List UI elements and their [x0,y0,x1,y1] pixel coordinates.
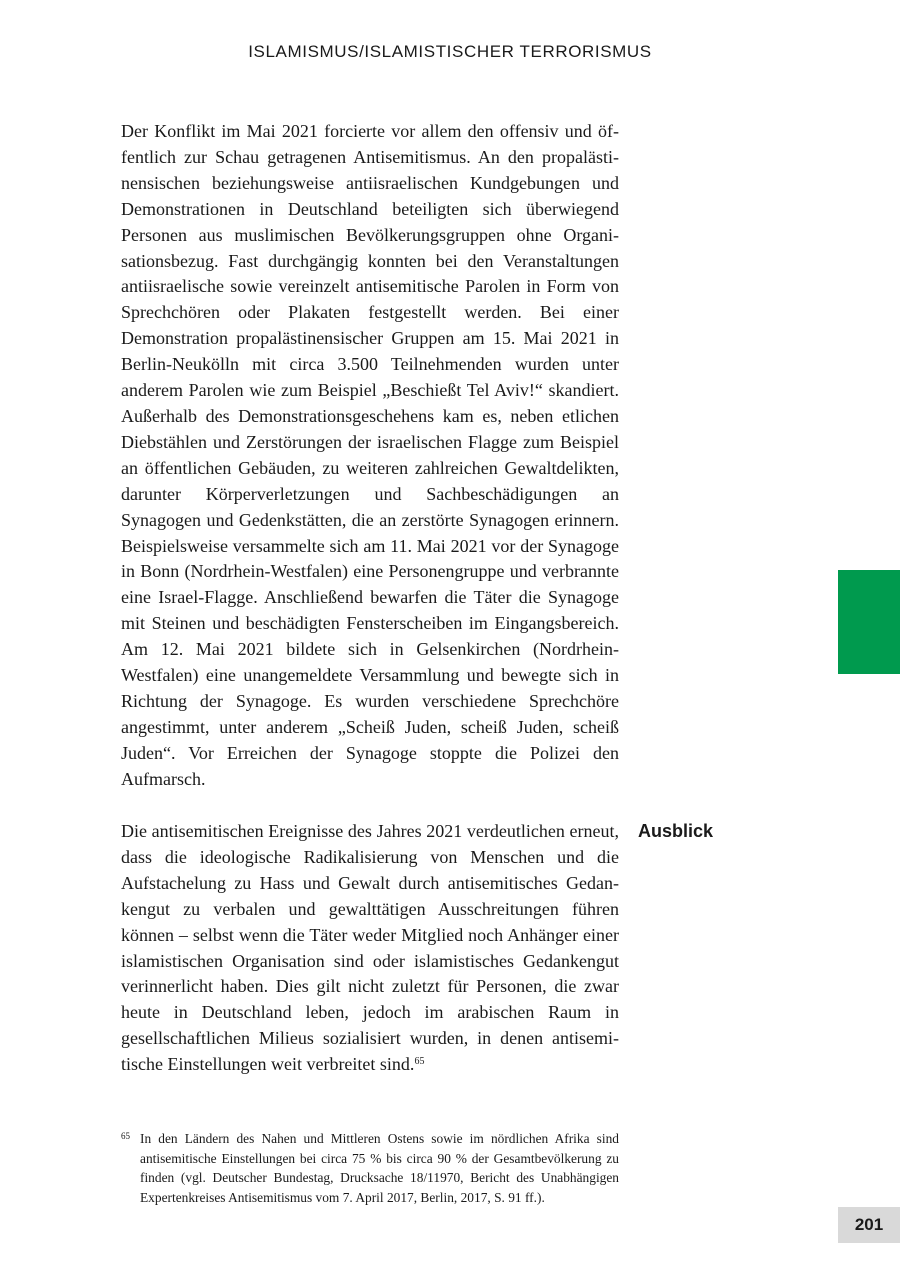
running-title: ISLAMISMUS/ISLAMISTISCHER TERRORISMUS [248,42,652,61]
paragraph-1-text: Der Konflikt im Mai 2021 forcierte vor allem den offensiv und öffentlich zur Schau getragenen Antisemitismus. An den propalästinensischen beziehungsweise antiisraelischen Kundgebungen und Demonstrationen in Deutschland beteiligten sich überwiegend Personen aus muslimischen Bevölkerungsgruppen ohne Organisationsbezug. Fast durchgängig konnten bei den Veranstaltungen antiisraelische sowie vereinzelt antisemitische Parolen in Form von Sprechchören oder Plakaten festgestellt werden. Bei einer Demonstration propalästinensischer Gruppen am 15. Mai 2021 in Berlin-Neukölln mit circa 3.500 Teilnehmenden wurden unter anderem Parolen wie zum Beispiel „Beschießt Tel Aviv!“ skandiert. Außerhalb des Demonstrationsgeschehens kam es, neben etlichen Diebstählen und Zerstörungen der israelischen Flagge zum Beispiel an öffentlichen Gebäuden, zu weiteren zahlreichen Gewaltdelikten, darunter Körperverletzungen und Sachbeschädigungen an Synagogen und Gedenkstätten, die an zerstörte Synagogen erinnern. Beispielsweise versammelte sich am 11. Mai 2021 vor der Synagoge in Bonn (Nordrhein-Westfalen) eine Personengruppe und verbrannte eine Israel-Flagge. Anschließend bewarfen die Täter die Synagoge mit Steinen und beschädigten Fensterscheiben im Eingangsbereich. Am 12. Mai 2021 bildete sich in Gelsenkirchen (Nordrhein-Westfalen) eine unangemeldete Versammlung und bewegte sich in Richtung der Synagoge. Es wurden verschiedene Sprechchöre angestimmt, unter anderem „Scheiß Juden, scheiß Juden, scheiß Juden“. Vor Erreichen der Synagoge stoppte die Polizei den Aufmarsch. [121,121,619,789]
body-paragraph-2 [121,819,619,1078]
footnote-number: 65 [121,1131,130,1141]
footnote [121,1129,619,1207]
side-heading-ausblick: Ausblick [638,821,714,841]
paragraph-2-text: Die antisemitischen Ereignisse des Jahres 2021 verdeutlichen erneut, dass die ideologische Radikalisierung von Menschen und die Aufstachelung zu Hass und Gewalt durch antisemitisches Gedankengut zu verbalen und gewalttätigen Ausschreitungen führen können – selbst wenn die Täter weder Mitglied noch Anhänger einer islamistischen Organisation sind oder islamistisches Gedankengut verinnerlicht haben. Dies gilt nicht zuletzt für Personen, die zwar heute in Deutschland leben, jedoch im arabischen Raum in gesellschaftlichen Milieus sozialisiert wurden, in denen antisemitische Einstellungen weit verbreitet sind. [121,821,619,1075]
body-paragraph-1 [121,119,619,793]
footnote-text: In den Ländern des Nahen und Mittleren Ostens sowie im nördlichen Afrika sind antisemitische Einstellungen bei circa 75 % bis circa 90 % der Gesamtbevölkerung zu finden (vgl. Deutscher Bundestag, Drucksache 18/11970, Bericht des Unabhängigen Expertenkreises Antisemitismus vom 7. April 2017, Berlin, 2017, S. 91 ff.). [140,1131,619,1205]
page-number: 201 [838,1207,900,1243]
chapter-color-tab [838,570,900,674]
footnote-reference[interactable]: 65 [414,1056,425,1068]
